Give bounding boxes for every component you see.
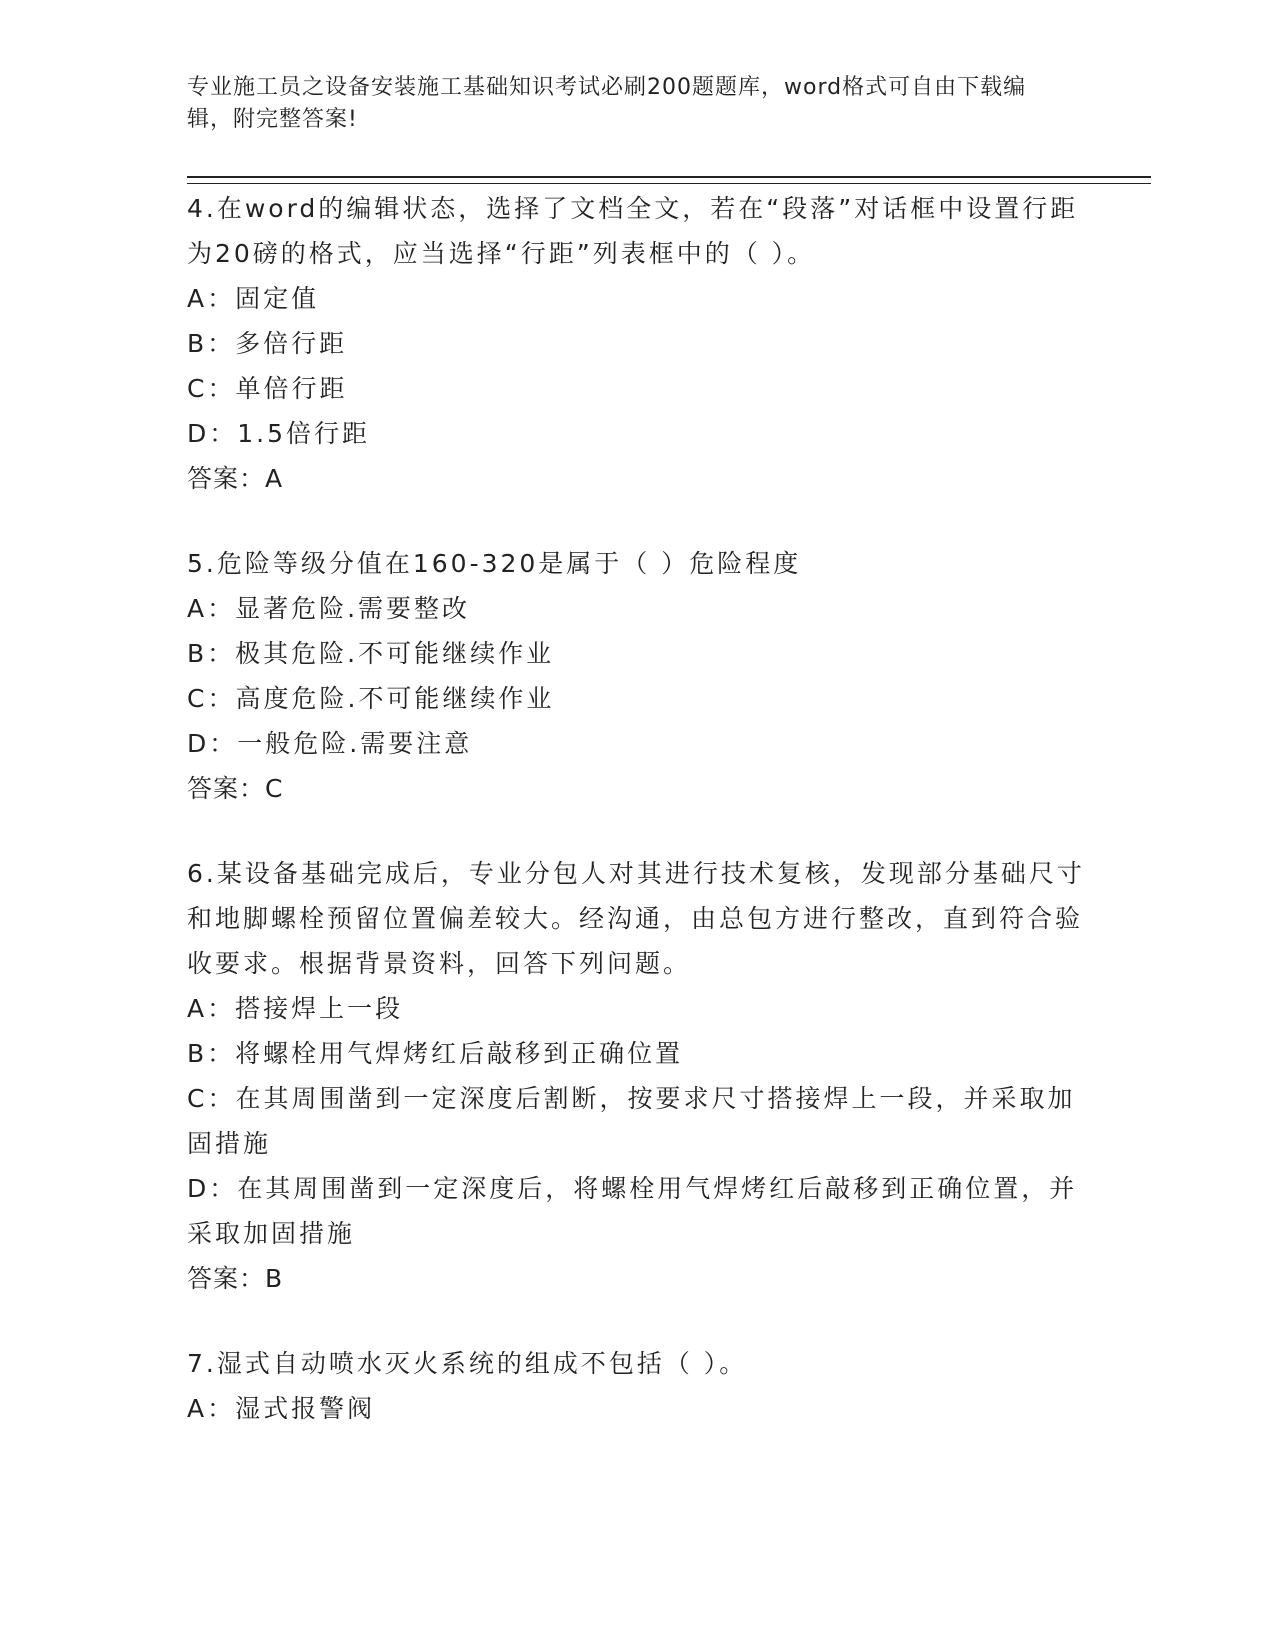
question-stem: 5.危险等级分值在160-320是属于（ ）危险程度 xyxy=(187,549,802,578)
question-stem: 4.在word的编辑状态，选择了文档全文，若在“段落”对话框中设置行距为20磅的格式，应当选择“行距”列表框中的（ ）。 xyxy=(187,194,1079,268)
option-a: A：湿式报警阀 xyxy=(187,1394,376,1423)
option-c: C：在其周围凿到一定深度后割断，按要求尺寸搭接焊上一段，并采取加固措施 xyxy=(187,1084,1076,1158)
question-stem: 7.湿式自动喷水灭火系统的组成不包括（ ）。 xyxy=(187,1349,748,1378)
question-7 xyxy=(187,1341,1087,1431)
header-rule-thin xyxy=(187,183,1151,184)
option-d: D：1.5倍行距 xyxy=(187,419,371,448)
question-stem: 6.某设备基础完成后，专业分包人对其进行技术复核，发现部分基础尺寸和地脚螺栓预留位置偏差较大。经沟通，由总包方进行整改，直到符合验收要求。根据背景资料，回答下列问题。 xyxy=(187,859,1085,978)
question-5 xyxy=(187,541,1087,811)
option-d: D：在其周围凿到一定深度后，将螺栓用气焊烤红后敲移到正确位置，并采取加固措施 xyxy=(187,1174,1078,1248)
option-a: A：固定值 xyxy=(187,284,320,313)
answer: 答案：B xyxy=(187,1264,284,1293)
option-a: A：显著危险.需要整改 xyxy=(187,594,471,623)
option-c: C：高度危险.不可能继续作业 xyxy=(187,684,555,713)
option-b: B：极其危险.不可能继续作业 xyxy=(187,639,555,668)
document-header: 专业施工员之设备安装施工基础知识考试必刷200题题库，word格式可自由下载编辑，附完整答案! xyxy=(187,75,1027,132)
answer: 答案：C xyxy=(187,774,284,803)
option-b: B：将螺栓用气焊烤红后敲移到正确位置 xyxy=(187,1039,684,1068)
question-4 xyxy=(187,186,1087,501)
option-b: B：多倍行距 xyxy=(187,329,348,358)
question-6 xyxy=(187,851,1087,1301)
option-c: C：单倍行距 xyxy=(187,374,348,403)
answer: 答案：A xyxy=(187,464,284,493)
option-d: D：一般危险.需要注意 xyxy=(187,729,473,758)
header-rule-thick xyxy=(187,176,1151,178)
option-a: A：搭接焊上一段 xyxy=(187,994,404,1023)
